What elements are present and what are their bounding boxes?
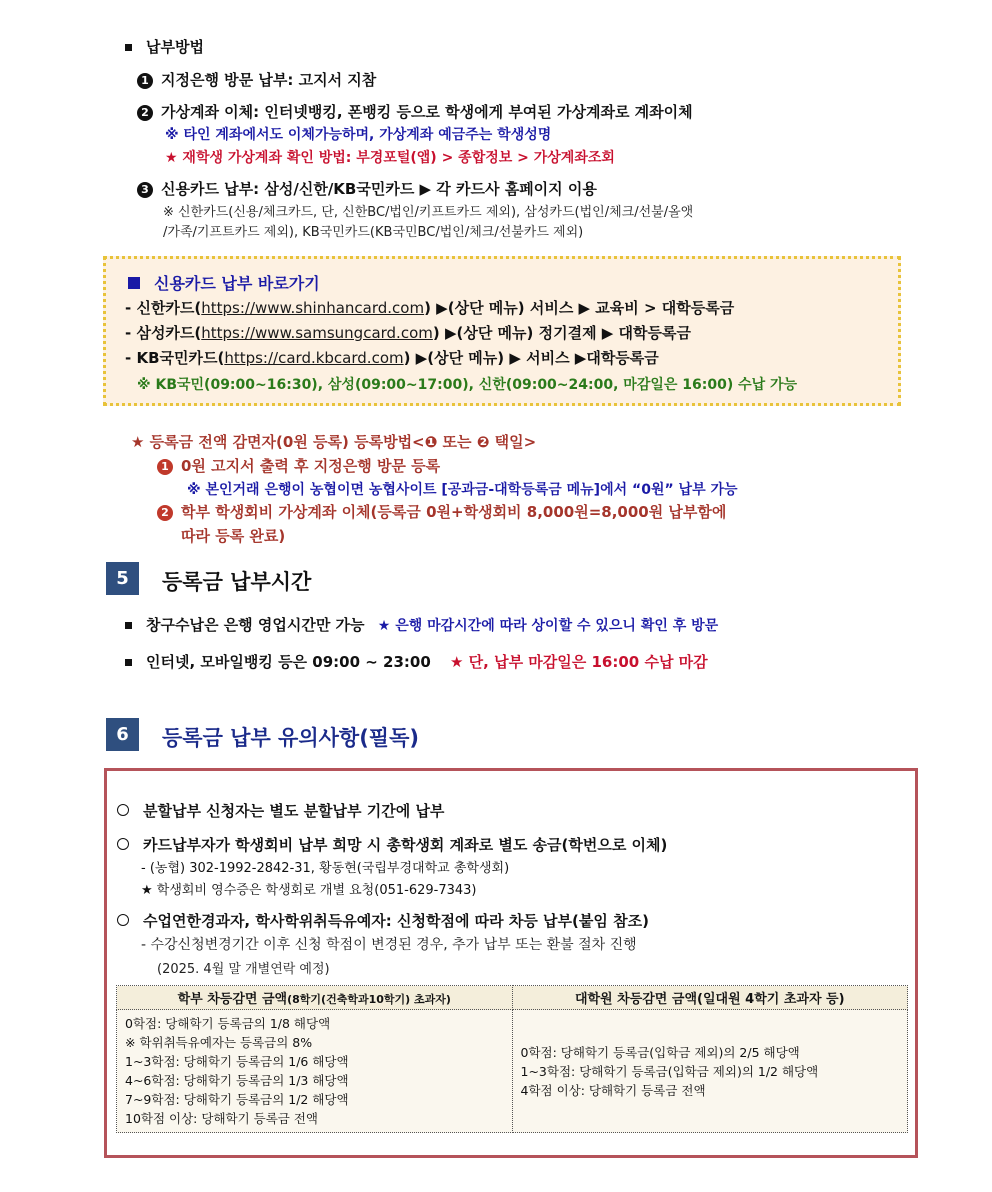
- zero-registration-title: ★ 등록금 전액 감면자(0원 등록) 등록방법<❶ 또는 ❷ 택일>: [131, 433, 537, 451]
- number-2-red-icon: 2: [157, 505, 173, 521]
- number-2-icon: 2: [137, 105, 153, 121]
- payment-method-3: 3 신용카드 납부: 삼성/신한/KB국민카드 ▶ 각 카드사 홈페이지 이용: [137, 178, 597, 199]
- list-item: 0학점: 당해학기 등록금의 1/8 해당액: [125, 1016, 331, 1031]
- undergrad-cell: [117, 1010, 513, 1133]
- list-item: 4학점 이상: 당해학기 등록금 전액: [520, 1082, 706, 1098]
- samsung-card-link[interactable]: https://www.samsungcard.com: [201, 324, 433, 342]
- circle-bullet-icon: [117, 914, 129, 926]
- number-3-icon: 3: [137, 182, 153, 198]
- nonghyup-note: ※ 본인거래 은행이 농협이면 농협사이트 [공과금-대학등록금 메뉴]에서 “0원” 납부 가능: [187, 482, 738, 498]
- list-item: 1~3학점: 당해학기 등록금(입학금 제외)의 1/2 해당액: [520, 1063, 819, 1079]
- square-bullet-icon: [125, 622, 132, 629]
- list-item: 4~6학점: 당해학기 등록금의 1/3 해당액: [125, 1073, 349, 1088]
- blue-square-icon: [128, 277, 140, 289]
- online-payment-line: 인터넷, 모바일뱅킹 등은 09:00 ∼ 23:00 ★ 단, 납부 마감일은 16:00 수납 마감: [125, 651, 708, 672]
- table-header-row: [117, 986, 908, 1010]
- grad-header: 대학원 차등감면 금액(일대원 4학기 초과자 등): [512, 986, 908, 1010]
- table-row: [117, 1010, 908, 1133]
- notice-item-2: 카드납부자가 학생회비 납부 희망 시 총학생회 계좌로 별도 송금(학번으로 이체): [117, 834, 667, 855]
- number-1-red-icon: 1: [157, 459, 173, 475]
- list-item: 10학점 이상: 당해학기 등록금 전액: [125, 1111, 318, 1126]
- list-item: 7~9학점: 당해학기 등록금의 1/2 해당액: [125, 1092, 349, 1107]
- card-exclusion-note-2: /가족/기프트카드 제외), KB국민카드(KB국민BC/법인/체크/선불카드 제외): [163, 225, 584, 240]
- number-1-icon: 1: [137, 73, 153, 89]
- zero-registration-option-2: 2 학부 학생회비 가상계좌 이체(등록금 0원+학생회비 8,000원=8,000원 납부함에: [157, 501, 726, 522]
- differential-fee-table: [116, 985, 908, 1133]
- section-5-number: 5: [106, 562, 139, 595]
- virtual-account-check-note: ★ 재학생 가상계좌 확인 방법: 부경포털(앱) > 종합정보 > 가상계좌조회: [165, 150, 615, 166]
- contact-schedule-note: (2025. 4월 말 개별연락 예정): [157, 962, 330, 977]
- kb-card-link[interactable]: https://card.kbcard.com: [224, 349, 404, 367]
- notice-item-3: 수업연한경과자, 학사학위취득유예자: 신청학점에 따라 차등 납부(붙임 참조): [117, 910, 649, 931]
- list-item: 0학점: 당해학기 등록금(입학금 제외)의 2/5 해당액: [520, 1044, 800, 1060]
- list-item: 1~3학점: 당해학기 등록금의 1/6 해당액: [125, 1054, 349, 1069]
- counter-payment-line: 창구수납은 은행 영업시간만 가능 ★ 은행 마감시간에 따라 상이할 수 있으니 확인 후 방문: [125, 614, 718, 635]
- credit-change-note: - 수강신청변경기간 이후 신청 학점이 변경된 경우, 추가 납부 또는 환불 절차 진행: [141, 937, 637, 953]
- undergrad-header: 학부 차등감면 금액(8학기(건축학과10학기) 초과자): [117, 986, 513, 1010]
- notice-item-1: 분할납부 신청자는 별도 분할납부 기간에 납부: [117, 800, 444, 821]
- zero-registration-option-1: 1 0원 고지서 출력 후 지정은행 방문 등록: [157, 455, 440, 476]
- section-5-title: 등록금 납부시간: [162, 570, 312, 594]
- circle-bullet-icon: [117, 838, 129, 850]
- student-council-account: - (농협) 302-1992-2842-31, 황동현(국립부경대학교 총학생회): [141, 861, 510, 876]
- card-payment-hours: ※ KB국민(09:00~16:30), 삼성(09:00~17:00), 신한(09:00~24:00, 마감일은 16:00) 수납 가능: [137, 377, 798, 393]
- section-6-title: 등록금 납부 유의사항(필독): [162, 726, 419, 750]
- card-exclusion-note-1: ※ 신한카드(신용/체크카드, 단, 신한BC/법인/키프트카드 제외), 삼성카드(법인/체크/선불/올앳: [163, 205, 694, 220]
- samsung-card-line: - 삼성카드(https://www.samsungcard.com) ▶(상단 메뉴) 정기결제 ▶ 대학등록금: [125, 324, 691, 342]
- grad-cell: [512, 1010, 908, 1133]
- receipt-request-note: ★ 학생회비 영수증은 학생회로 개별 요청(051-629-7343): [141, 883, 477, 898]
- shinhan-card-line: - 신한카드(https://www.shinhancard.com) ▶(상단 메뉴) 서비스 ▶ 교육비 > 대학등록금: [125, 299, 735, 317]
- zero-registration-option-2-cont: 따라 등록 완료): [181, 527, 286, 545]
- payment-methods-heading: 납부방법: [125, 36, 204, 57]
- virtual-account-note: ※ 타인 계좌에서도 이체가능하며, 가상계좌 예금주는 학생성명: [165, 127, 552, 143]
- square-bullet-icon: [125, 44, 132, 51]
- payment-method-1: 1 지정은행 방문 납부: 고지서 지참: [137, 69, 376, 90]
- kb-card-line: - KB국민카드(https://card.kbcard.com) ▶(상단 메뉴) ▶ 서비스 ▶대학등록금: [125, 349, 659, 367]
- square-bullet-icon: [125, 659, 132, 666]
- list-item: ※ 학위취득유예자는 등록금의 8%: [125, 1035, 313, 1050]
- circle-bullet-icon: [117, 804, 129, 816]
- shinhan-card-link[interactable]: https://www.shinhancard.com: [201, 299, 425, 317]
- card-shortcut-title: 신용카드 납부 바로가기: [128, 271, 320, 294]
- section-6-number: 6: [106, 718, 139, 751]
- payment-method-2: 2 가상계좌 이체: 인터넷뱅킹, 폰뱅킹 등으로 학생에게 부여된 가상계좌로 계좌이체: [137, 101, 693, 122]
